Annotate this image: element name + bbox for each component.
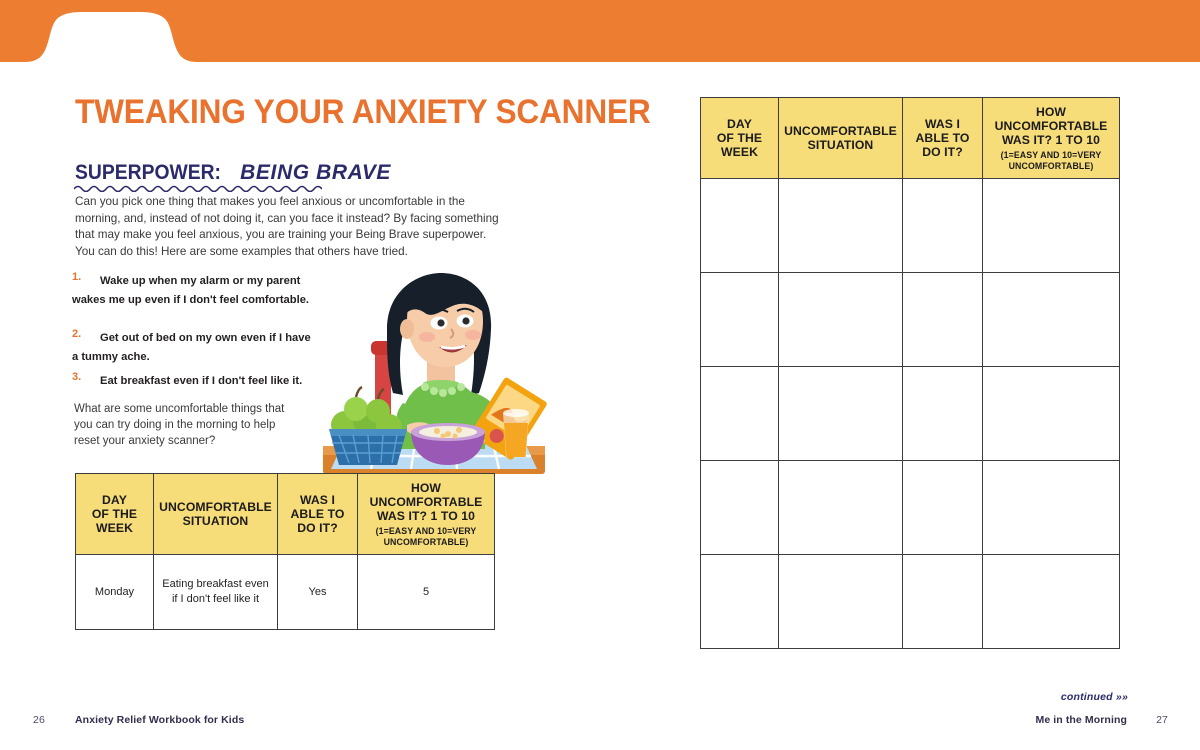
list-item-text: Eat breakfast even if I don't feel like it. — [100, 375, 303, 387]
table-row — [76, 555, 495, 630]
continued-label: continued »» — [1060, 691, 1128, 703]
col-header-day-of-week: DAY OF THE WEEK — [701, 98, 779, 179]
col-header-uncomfortable-situation: UNCOMFORTABLE SITUATION — [154, 474, 278, 555]
table-body-blank — [701, 179, 1120, 649]
cell-day[interactable] — [701, 179, 779, 273]
tracking-table-right — [700, 97, 1120, 649]
cell-rating[interactable] — [983, 367, 1120, 461]
page-title: TWEAKING YOUR ANXIETY SCANNER — [75, 93, 651, 131]
cell-situation[interactable] — [779, 273, 903, 367]
table-row — [701, 367, 1120, 461]
list-item-text: Wake up when my alarm or my parent wakes me up even if I don't feel comfortable. — [72, 275, 310, 306]
cell-rating[interactable] — [983, 555, 1120, 649]
superpower-value: BEING BRAVE — [240, 161, 392, 184]
table-row — [701, 273, 1120, 367]
cell-rating[interactable] — [983, 461, 1120, 555]
banner-shape — [0, 0, 1200, 66]
example-list-item — [72, 328, 312, 365]
cell-able-to-do-it[interactable] — [903, 273, 983, 367]
cell-day[interactable]: Monday — [76, 555, 154, 630]
cell-day[interactable] — [701, 461, 779, 555]
cell-situation[interactable] — [779, 179, 903, 273]
col-header-was-i-able-to-do-it: WAS I ABLE TO DO IT? — [903, 98, 983, 179]
cell-able-to-do-it[interactable] — [903, 555, 983, 649]
superpower-heading — [75, 161, 391, 185]
list-item-number: 3. — [72, 371, 82, 383]
cell-situation[interactable] — [779, 461, 903, 555]
cell-able-to-do-it[interactable]: Yes — [278, 555, 358, 630]
right-page — [600, 66, 1200, 750]
list-item-number: 2. — [72, 328, 82, 340]
cell-situation[interactable] — [779, 555, 903, 649]
table-row — [701, 555, 1120, 649]
intro-paragraph: Can you pick one thing that makes you feel anxious or uncomfortable in the morning, and, instead of not doing it, can you face it instead? By facing something that may make you feel anxious, you are training your Being Brave superpower. You can do this! Here are some examples that others have tried. — [75, 195, 499, 258]
top-orange-banner — [0, 0, 1200, 66]
cell-rating[interactable] — [983, 273, 1120, 367]
col-header-how-uncomfortable — [358, 474, 495, 555]
cell-day[interactable] — [701, 273, 779, 367]
left-page — [0, 66, 651, 750]
cell-day[interactable] — [701, 555, 779, 649]
col-header-uncomfortable-situation: UNCOMFORTABLE SITUATION — [779, 98, 903, 179]
superpower-label: SUPERPOWER: — [75, 161, 221, 184]
table-row — [701, 179, 1120, 273]
cell-situation[interactable] — [779, 367, 903, 461]
cell-able-to-do-it[interactable] — [903, 461, 983, 555]
cell-able-to-do-it[interactable] — [903, 179, 983, 273]
breakfast-illustration — [315, 263, 553, 501]
table-header-row — [701, 98, 1120, 179]
cell-able-to-do-it[interactable] — [903, 367, 983, 461]
cell-situation[interactable]: Eating breakfast even if I don't feel like it — [154, 555, 278, 630]
tracking-table-left — [75, 473, 495, 630]
example-list-item — [72, 371, 312, 390]
cell-rating[interactable] — [983, 179, 1120, 273]
cell-day[interactable] — [701, 367, 779, 461]
col-header-how-uncomfortable-main: HOW UNCOMFORTABLE WAS IT? 1 TO 10 — [994, 105, 1108, 147]
col-header-was-i-able-to-do-it: WAS I ABLE TO DO IT? — [278, 474, 358, 555]
book-title-footer: Anxiety Relief Workbook for Kids — [75, 714, 245, 726]
col-header-how-uncomfortable — [983, 98, 1120, 179]
page-number-left: 26 — [33, 714, 45, 726]
table-row — [701, 461, 1120, 555]
col-header-how-uncomfortable-main: HOW UNCOMFORTABLE WAS IT? 1 TO 10 — [369, 481, 483, 523]
list-item-text: Get out of bed on my own even if I have a tummy ache. — [72, 332, 311, 363]
squiggle-underline-icon — [74, 183, 322, 192]
list-item-number: 1. — [72, 271, 82, 283]
example-list-item — [72, 271, 312, 308]
reflection-question: What are some uncomfortable things that you can try doing in the morning to help reset your anxiety scanner? — [74, 403, 285, 447]
col-header-how-uncomfortable-sub: (1=EASY AND 10=VERY UNCOMFORTABLE) — [1000, 150, 1102, 171]
cell-rating[interactable]: 5 — [358, 555, 495, 630]
col-header-how-uncomfortable-sub: (1=EASY AND 10=VERY UNCOMFORTABLE) — [375, 526, 477, 547]
col-header-day-of-week: DAY OF THE WEEK — [76, 474, 154, 555]
table-header-row — [76, 474, 495, 555]
page-number-right: 27 — [1156, 714, 1168, 726]
chapter-title-footer: Me in the Morning — [1035, 714, 1127, 726]
